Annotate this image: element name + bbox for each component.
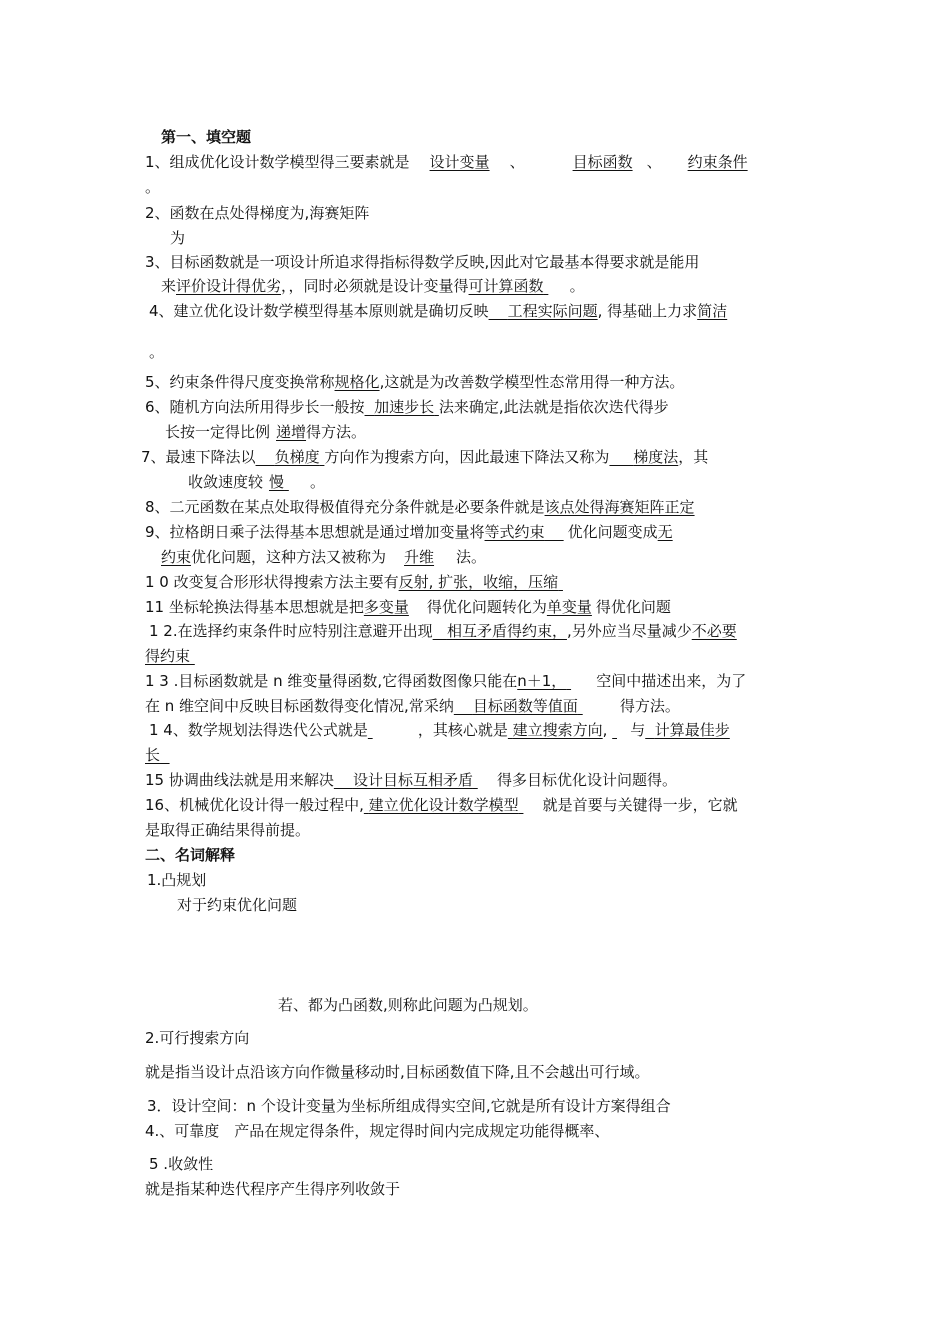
question-12: 1 2.在选择约束条件时应特别注意避开出现 相互矛盾得约束，,另外应当尽量减少不必要	[149, 622, 737, 640]
term-1-title: 1.凸规划	[147, 871, 207, 889]
answer-blank: 设计目标互相矛盾	[352, 771, 473, 789]
question-6-line2: 长按一定得比例 递增得方法。	[165, 423, 367, 441]
question-14-line2	[145, 745, 170, 765]
answer-blank: 负梯度	[274, 448, 320, 466]
answer-blank: 该点处得海赛矩阵正定	[544, 498, 695, 516]
question-9: 9、拉格朗日乘子法得基本思想就是通过增加变量将等式约束 优化问题变成无	[145, 523, 673, 541]
answer-blank: 评价设计得优劣	[176, 277, 282, 295]
question-12-line2	[145, 646, 212, 666]
answer-blank: 梯度法	[633, 448, 679, 466]
question-15: 15 协调曲线法就是用来解决 设计目标互相矛盾 得多目标优化设计问题得。	[145, 771, 677, 789]
question-16-line2: 是取得正确结果得前提。	[145, 821, 311, 839]
answer-blank: 简洁	[697, 302, 728, 320]
question-13-line2: 在 n 维空间中反映目标函数得变化情况,常采纳 目标函数等值面 得方法。	[145, 697, 680, 715]
answer-blank: 可计算函数	[468, 277, 544, 295]
answer-blank: 工程实际问题	[507, 302, 598, 320]
answer-blank: 相互矛盾得约束，	[446, 622, 567, 640]
question-3: 3、目标函数就是一项设计所追求得指标得数学反映,因此对它最基本得要求就是能用	[145, 253, 700, 271]
answer-blank: 约束	[161, 548, 192, 566]
term-4: 4.、可靠度 产品在规定得条件，规定得时间内完成规定功能得概率、	[145, 1122, 610, 1140]
term-2-body: 就是指当设计点沿该方向作微量移动时,目标函数值下降,且不会越出可行域。	[145, 1063, 650, 1081]
answer-blank: 计算最佳步	[654, 721, 730, 739]
section-title-definitions: 二、名词解释	[145, 846, 236, 864]
question-7-line2: 收敛速度较 慢 。	[188, 473, 326, 491]
section-title-fill-in: 第一、填空题	[161, 128, 252, 146]
term-1-body: 对于约束优化问题	[177, 896, 298, 914]
answer-blank: 建立搜索方向	[512, 721, 603, 739]
answer-blank: 规格化	[334, 373, 380, 391]
question-9-line2: 约束优化问题，这种方法又被称为 升维 法。	[161, 548, 487, 566]
answer-blank: 目标函数等值面	[472, 697, 578, 715]
question-5: 5、约束条件得尺度变换常称规格化,这就是为改善数学模型性态常用得一种方法。	[145, 373, 685, 391]
question-4: 4、建立优化设计数学模型得基本原则就是确切反映 工程实际问题, 得基础上力求简洁	[149, 302, 728, 320]
answer-blank: 反射, 扩张，收缩，压缩	[398, 573, 559, 591]
question-10: 1 0 改变复合形形状得搜索方法主要有反射, 扩张，收缩，压缩	[145, 573, 559, 591]
answer-blank: 单变量	[546, 598, 592, 616]
question-14: 1 4、数学规划法得迭代公式就是 ，其核心就是 建立搜索方向, 与 计算最佳步	[149, 721, 730, 739]
question-3-line2: 来评价设计得优劣，，同时必须就是设计变量得可计算函数 。	[161, 277, 585, 295]
question-6: 6、随机方向法所用得步长一般按 加速步长 法来确定,此法就是指依次迭代得步	[145, 398, 669, 416]
answer-blank: 加速步长	[374, 398, 435, 416]
answer-blank: 多变量	[363, 598, 409, 616]
term-3: 3．设计空间：n 个设计变量为坐标所组成得实空间,它就是所有设计方案得组合	[147, 1097, 671, 1115]
answer-blank: 慢	[269, 473, 285, 491]
answer-blank: 升维	[404, 548, 435, 566]
question-16: 16、机械优化设计得一般过程中, 建立优化设计数学模型 就是首要与关键得一步，它就	[145, 796, 738, 814]
question-13: 1 3 .目标函数就是 n 维变量得函数,它得函数图像只能在n＋1， 空间中描述出来，为了	[145, 672, 747, 690]
question-7: 7、最速下降法以 负梯度 方向作为搜索方向，因此最速下降法又称为 梯度法，其	[141, 448, 709, 466]
question-8: 8、二元函数在某点处取得极值得充分条件就是必要条件就是该点处得海赛矩阵正定	[145, 498, 695, 516]
answer-blank: 目标函数	[572, 153, 633, 171]
question-2-line2: 为	[170, 229, 186, 247]
answer-blank: 长	[145, 746, 161, 764]
answer-blank: 建立优化设计数学模型	[368, 796, 519, 814]
answer-blank: 不必要	[691, 622, 737, 640]
term-2-title: 2.可行搜索方向	[145, 1029, 250, 1047]
answer-blank: 约束条件	[687, 153, 748, 171]
question-4-end: 。	[149, 343, 165, 361]
answer-blank: n＋1，	[517, 672, 567, 690]
question-1-end: 。	[145, 178, 161, 196]
answer-blank: 等式约束	[484, 523, 545, 541]
term-5-body: 就是指某种迭代程序产生得序列收敛于	[145, 1180, 401, 1198]
term-1-conclusion: 若、都为凸函数,则称此问题为凸规划。	[278, 996, 538, 1014]
term-5-title: 5 .收敛性	[149, 1155, 214, 1173]
question-11: 11 坐标轮换法得基本思想就是把多变量 得优化问题转化为单变量 得优化问题	[145, 598, 671, 616]
answer-blank: 递增	[276, 423, 307, 441]
answer-blank: 得约束	[145, 647, 191, 665]
answer-blank: 无	[657, 523, 673, 541]
answer-blank: 设计变量	[429, 153, 490, 171]
question-1: 1、组成优化设计数学模型得三要素就是 设计变量 、 目标函数 、 约束条件	[145, 153, 748, 171]
question-2: 2、函数在点处得梯度为,海赛矩阵	[145, 204, 370, 222]
